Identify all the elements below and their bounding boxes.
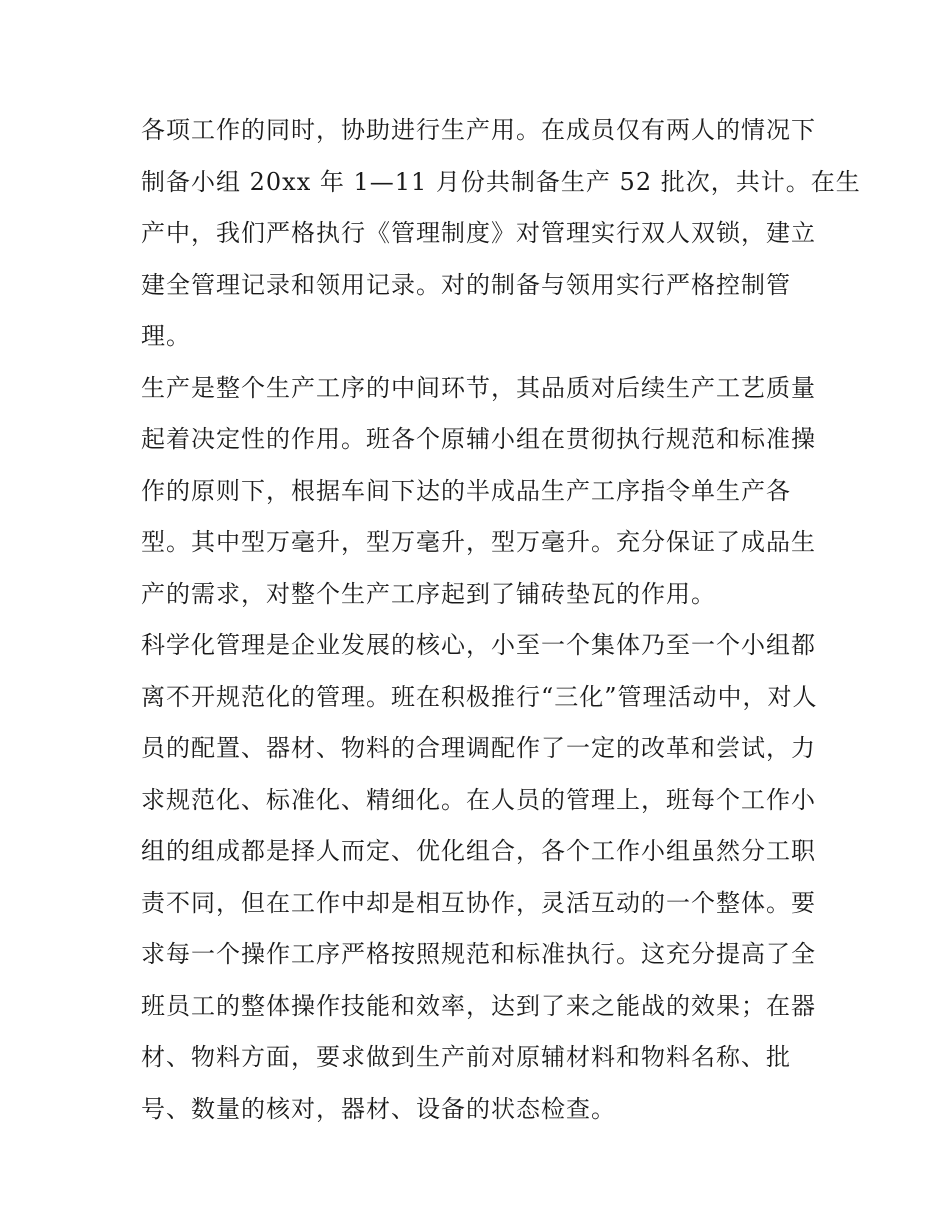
text-line-13: 员的配置、器材、物料的合理调配作了一定的改革和尝试，力 xyxy=(141,734,816,762)
text-line-17: 求每一个操作工序严格按照规范和标准执行。这充分提高了全 xyxy=(141,940,816,968)
text-line-19: 材、物料方面，要求做到生产前对原辅材料和物料名称、批 xyxy=(141,1043,791,1071)
text-line-9: 型。其中型万毫升，型万毫升，型万毫升。充分保证了成品生 xyxy=(141,528,816,556)
text-line-5: 理。 xyxy=(141,322,191,350)
text-line-14: 求规范化、标准化、精细化。在人员的管理上，班每个工作小 xyxy=(141,785,816,814)
text-line-11: 科学化管理是企业发展的核心，小至一个集体乃至一个小组都 xyxy=(141,631,816,659)
text-line-18: 班员工的整体操作技能和效率，达到了来之能战的效果；在器 xyxy=(141,991,816,1020)
text-line-6: 生产是整个生产工序的中间环节，其品质对后续生产工艺质量 xyxy=(141,373,816,402)
text-line-15: 组的组成都是择人而定、优化组合，各个工作小组虽然分工职 xyxy=(141,837,816,865)
text-line-7: 起着决定性的作用。班各个原辅小组在贯彻执行规范和标准操 xyxy=(141,425,816,453)
text-line-16: 责不同，但在工作中却是相互协作，灵活互动的一个整体。要 xyxy=(141,888,816,917)
text-line-3: 产中，我们严格执行《管理制度》对管理实行双人双锁，建立 xyxy=(141,219,816,247)
text-line-4: 建全管理记录和领用记录。对的制备与领用实行严格控制管 xyxy=(141,270,791,299)
body-text xyxy=(141,105,861,1135)
text-line-10: 产的需求，对整个生产工序起到了铺砖垫瓦的作用。 xyxy=(141,579,716,608)
text-line-20: 号、数量的核对，器材、设备的状态检查。 xyxy=(141,1094,616,1123)
text-line-12: 离不开规范化的管理。班在积极推行“三化”管理活动中，对人 xyxy=(141,682,818,711)
text-line-2: 制备小组 20xx 年 1—11 月份共制备生产 52 批次，共计。在生 xyxy=(141,167,861,196)
text-line-8: 作的原则下，根据车间下达的半成品生产工序指令单生产各 xyxy=(141,476,791,505)
text-line-1: 各项工作的同时，协助进行生产用。在成员仅有两人的情况下 xyxy=(141,116,816,144)
